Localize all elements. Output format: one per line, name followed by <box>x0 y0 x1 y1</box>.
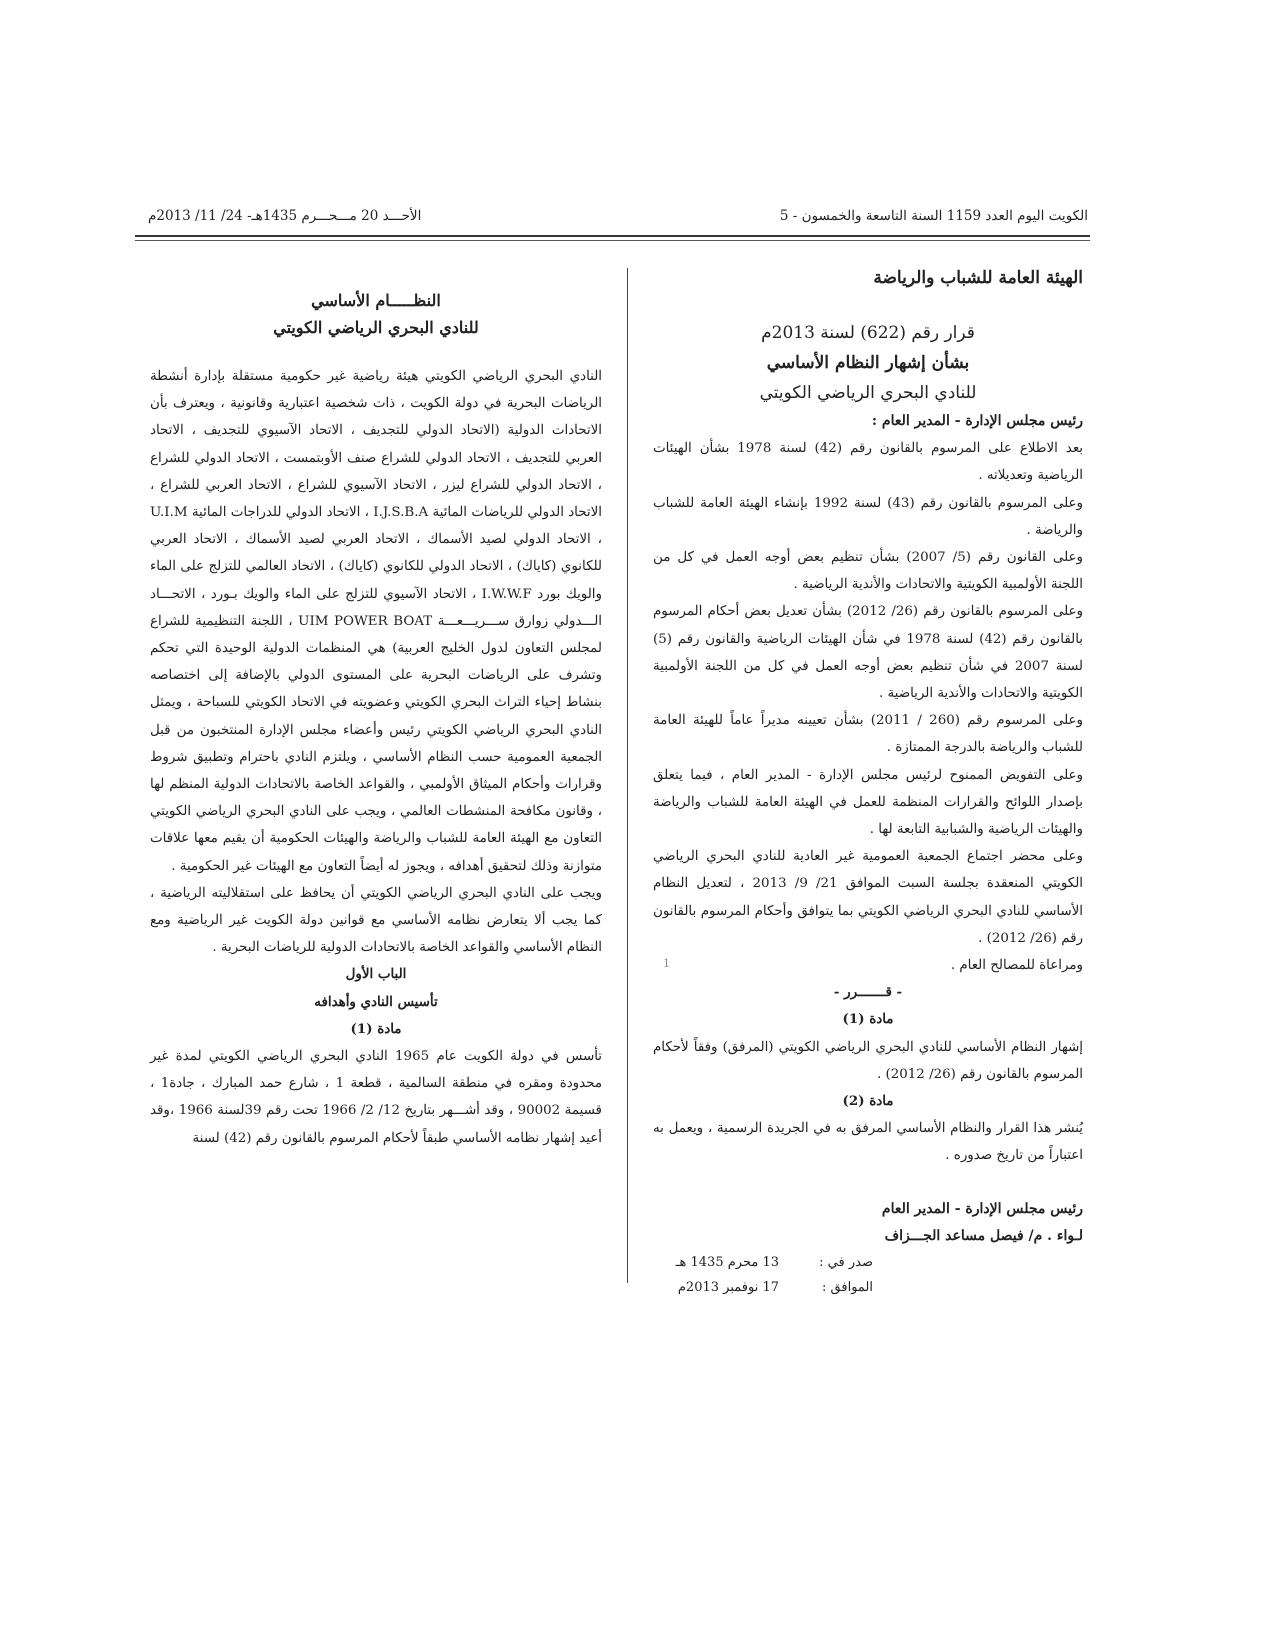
bylaws-column <box>150 287 602 1152</box>
recital: وعلى المرسوم بالقانون رقم (26/ 2012) بشأن تعديل بعض أحكام المرسوم بالقانون رقم (42) لسنة 1978 في شأن الهيئات الرياضية والقانون رقم (5) لسنة 2007 في شأن تنظيم بعض أوجه العمل في كل من اللجنة الأولمبية الكويتية والاتحادات والأندية الرياضية . <box>653 604 1084 702</box>
header-date: الأحـــد 20 مـــحـــرم 1435هـ- 24/ 11/ 2013م <box>148 208 422 224</box>
signature-title: رئيس مجلس الإدارة - المدير العام <box>881 1200 1083 1217</box>
bylaws-article-1-text: تأسس في دولة الكويت عام 1965 النادي البحري الرياضي الكويتي لمدة غير محدودة ومقره في منطقة السالمية ، قطعة 1 ، شارع حمد المبارك ، جادة1 ، قسيمة 90002 ، وقد أشـــهر بتاريخ 12/ 2/ 1966 تحت رقم 39لسنة 1966 ،وقد أعيد إشهار نظامه الأساسي طبقاً لأحكام المرسوم بالقانون رقم (42) لسنة <box>150 1049 603 1146</box>
recital: وعلى القانون رقم (5/ 2007) بشأن تنظيم بعض أوجه العمل في كل من اللجنة الأولمبية الكويتية والاتحادات والأندية الرياضية . <box>653 550 1083 593</box>
decision-club: للنادي البحري الرياضي الكويتي <box>759 383 977 403</box>
recital: وعلى محضر اجتماع الجمعية العمومية غير العادية للنادي البحري الرياضي الكويتي المنعقدة بجلسة السبت الموافق 21/ 9/ 2013 ، لتعديل النظام الأساسي للنادي البحري الرياضي الكويتي بما يتوافق وأحكام المرسوم بالقانون رقم (26/ 2012) . <box>653 849 1083 946</box>
recital: بعد الاطلاع على المرسوم بالقانون رقم (42) لسنة 1978 بشأن الهيئات الرياضية وتعديلاته . <box>653 441 1084 484</box>
corresponding-label: الموافق : <box>822 1280 873 1296</box>
bylaws-intro-2: ويجب على النادي البحري الرياضي الكويتي أن يحافظ على استقلاليته الرياضية ، كما يجب ألا يتعارض نظامه الأساسي مع قوانين دولة الكويت غير الرياضية ومع النظام الأساسي والقواعد الخاصة بالاتحادات الدولية للرياضات البحرية . <box>150 885 602 956</box>
margin-mark: 1 <box>663 957 670 970</box>
header-rule-thin <box>135 240 1090 241</box>
bylaws-title: النظـــــام الأساسي <box>311 291 441 310</box>
authority-name: الهيئة العامة للشباب والرياضة <box>873 268 1083 288</box>
signature-name: لـواء . م/ فيصل مساعد الجـــزاف <box>884 1227 1083 1244</box>
chapter-title: تأسيس النادي وأهدافه <box>314 993 438 1010</box>
recital: وعلى المرسوم بالقانون رقم (43) لسنة 1992 بإنشاء الهيئة العامة للشباب والرياضة . <box>653 495 1083 538</box>
decision-issuer: رئيس مجلس الإدارة - المدير العام : <box>871 413 1083 429</box>
recital: ومراعاة للمصالح العام . <box>950 958 1083 974</box>
decides-heading: - قـــــــرر - <box>833 984 903 1001</box>
decision-title: قرار رقم (622) لسنة 2013م <box>761 323 975 343</box>
recital: وعلى التفويض الممنوح لرئيس مجلس الإدارة - المدير العام ، فيما يتعلق بإصدار اللوائح والقرارات المنظمة للعمل في الهيئة العامة للشباب والرياضة والهيئات الرياضية والشبابية التابعة لها . <box>653 767 1083 838</box>
header-issue-info: الكويت اليوم العدد 1159 السنة التاسعة والخمسون - 5 <box>779 208 1088 224</box>
chapter-label: الباب الأول <box>345 966 407 983</box>
bylaws-article-1-label: مادة (1) <box>350 1020 402 1037</box>
article-1-label: مادة (1) <box>842 1011 894 1028</box>
bylaws-subtitle: للنادي البحري الرياضي الكويتي <box>273 318 479 337</box>
decision-column <box>653 264 1083 1300</box>
issued-label: صدر في : <box>819 1255 873 1271</box>
header-rule <box>135 235 1090 237</box>
corresponding-value: 17 نوفمبر 2013م <box>677 1280 779 1296</box>
article-2-label: مادة (2) <box>842 1093 894 1110</box>
issued-value: 13 محرم 1435 هـ <box>675 1255 779 1271</box>
article-2-text: يُنشر هذا القرار والنظام الأساسي المرفق به في الجريدة الرسمية ، ويعمل به اعتباراً من تاريخ صدوره . <box>653 1121 1083 1164</box>
article-1-text: إشهار النظام الأساسي للنادي البحري الرياضي الكويتي (المرفق) وفقاً لأحكام المرسوم بالقانون رقم (26/ 2012) . <box>653 1039 1083 1082</box>
corresponding-date-row <box>653 1275 1083 1300</box>
bylaws-intro: النادي البحري الرياضي الكويتي هيئة رياضية غير حكومية مستقلة بإدارة أنشطة الرياضات البحرية في دولة الكويت ، ذات شخصية اعتبارية وقانونية ، ويعترف بأن الاتحادات الدولية (الاتحاد الدولي للتجديف ، الاتحاد الآسيوي للتجديف ، الاتحاد العربي للتجديف ، الاتحاد الدولي للشراع صنف الأوبتمست ، الاتحاد الدولي للشراع ، الاتحاد الدولي للشراع ليزر ، الاتحاد الآسيوي للشراع ، الاتحاد العربي للشراع ، الاتحاد الدولي للرياضات المائية I.J.S.B.A ، الاتحاد الدولي للدراجات المائية U.I.M ، الاتحاد الدولي لصيد الأسماك ، الاتحاد العربي لصيد الأسماك ، الاتحاد العربي للكانوي (كاياك) ، الاتحاد الدولي للكانوي (كاياك) ، الاتحاد العالمي للتزلج على الماء والويك بورد I.W.W.F ، الاتحاد الآسيوي للتزلج على الماء والويك بـورد ، الاتحـــاد الـــدولي زوارق ســـريـــعـــة UIM POWER BOAT ، اللجنة التنظيمية للشراع لمجلس التعاون لدول الخليج العربية) هي المنظمات الدولية الوحيدة التي تحكم وتشرف على الرياضات البحرية على المستوى الدولي بالإضافة إلى اختصاصه بنشاط إحياء التراث البحري الكويتي وعضويته في الاتحاد الكويتي للسباحة ، ويمثل النادي البحري الرياضي الكويتي رئيس وأعضاء مجلس الإدارة المنتخبون من قبل الجمعية العمومية حسب النظام الأساسي ، ويلتزم النادي باحترام وتطبيق شروط وقرارات وأحكام الميثاق الأولمبي ، والقواعد الخاصة بالاتحادات الدولية المنظم لها ، وقانون مكافحة المنشطات العالمي ، ويجب على النادي البحري الرياضي الكويتي التعاون مع الهيئة العامة للشباب والرياضة والهيئات الحكومية أن يقيم معها علاقات متوازنة وذلك لتحقيق أهدافه ، ويجوز له أيضاً التعاون مع الهيئات غير الحكومية . <box>150 369 603 874</box>
recital: وعلى المرسوم رقم (260 / 2011) بشأن تعيينه مديراً عاماً للهيئة العامة للشباب والرياضة بالدرجة الممتازة . <box>653 713 1083 756</box>
decision-subject: بشأن إشهار النظام الأساسي <box>766 353 970 373</box>
issued-date-row <box>653 1250 1083 1275</box>
column-separator <box>627 268 628 1283</box>
